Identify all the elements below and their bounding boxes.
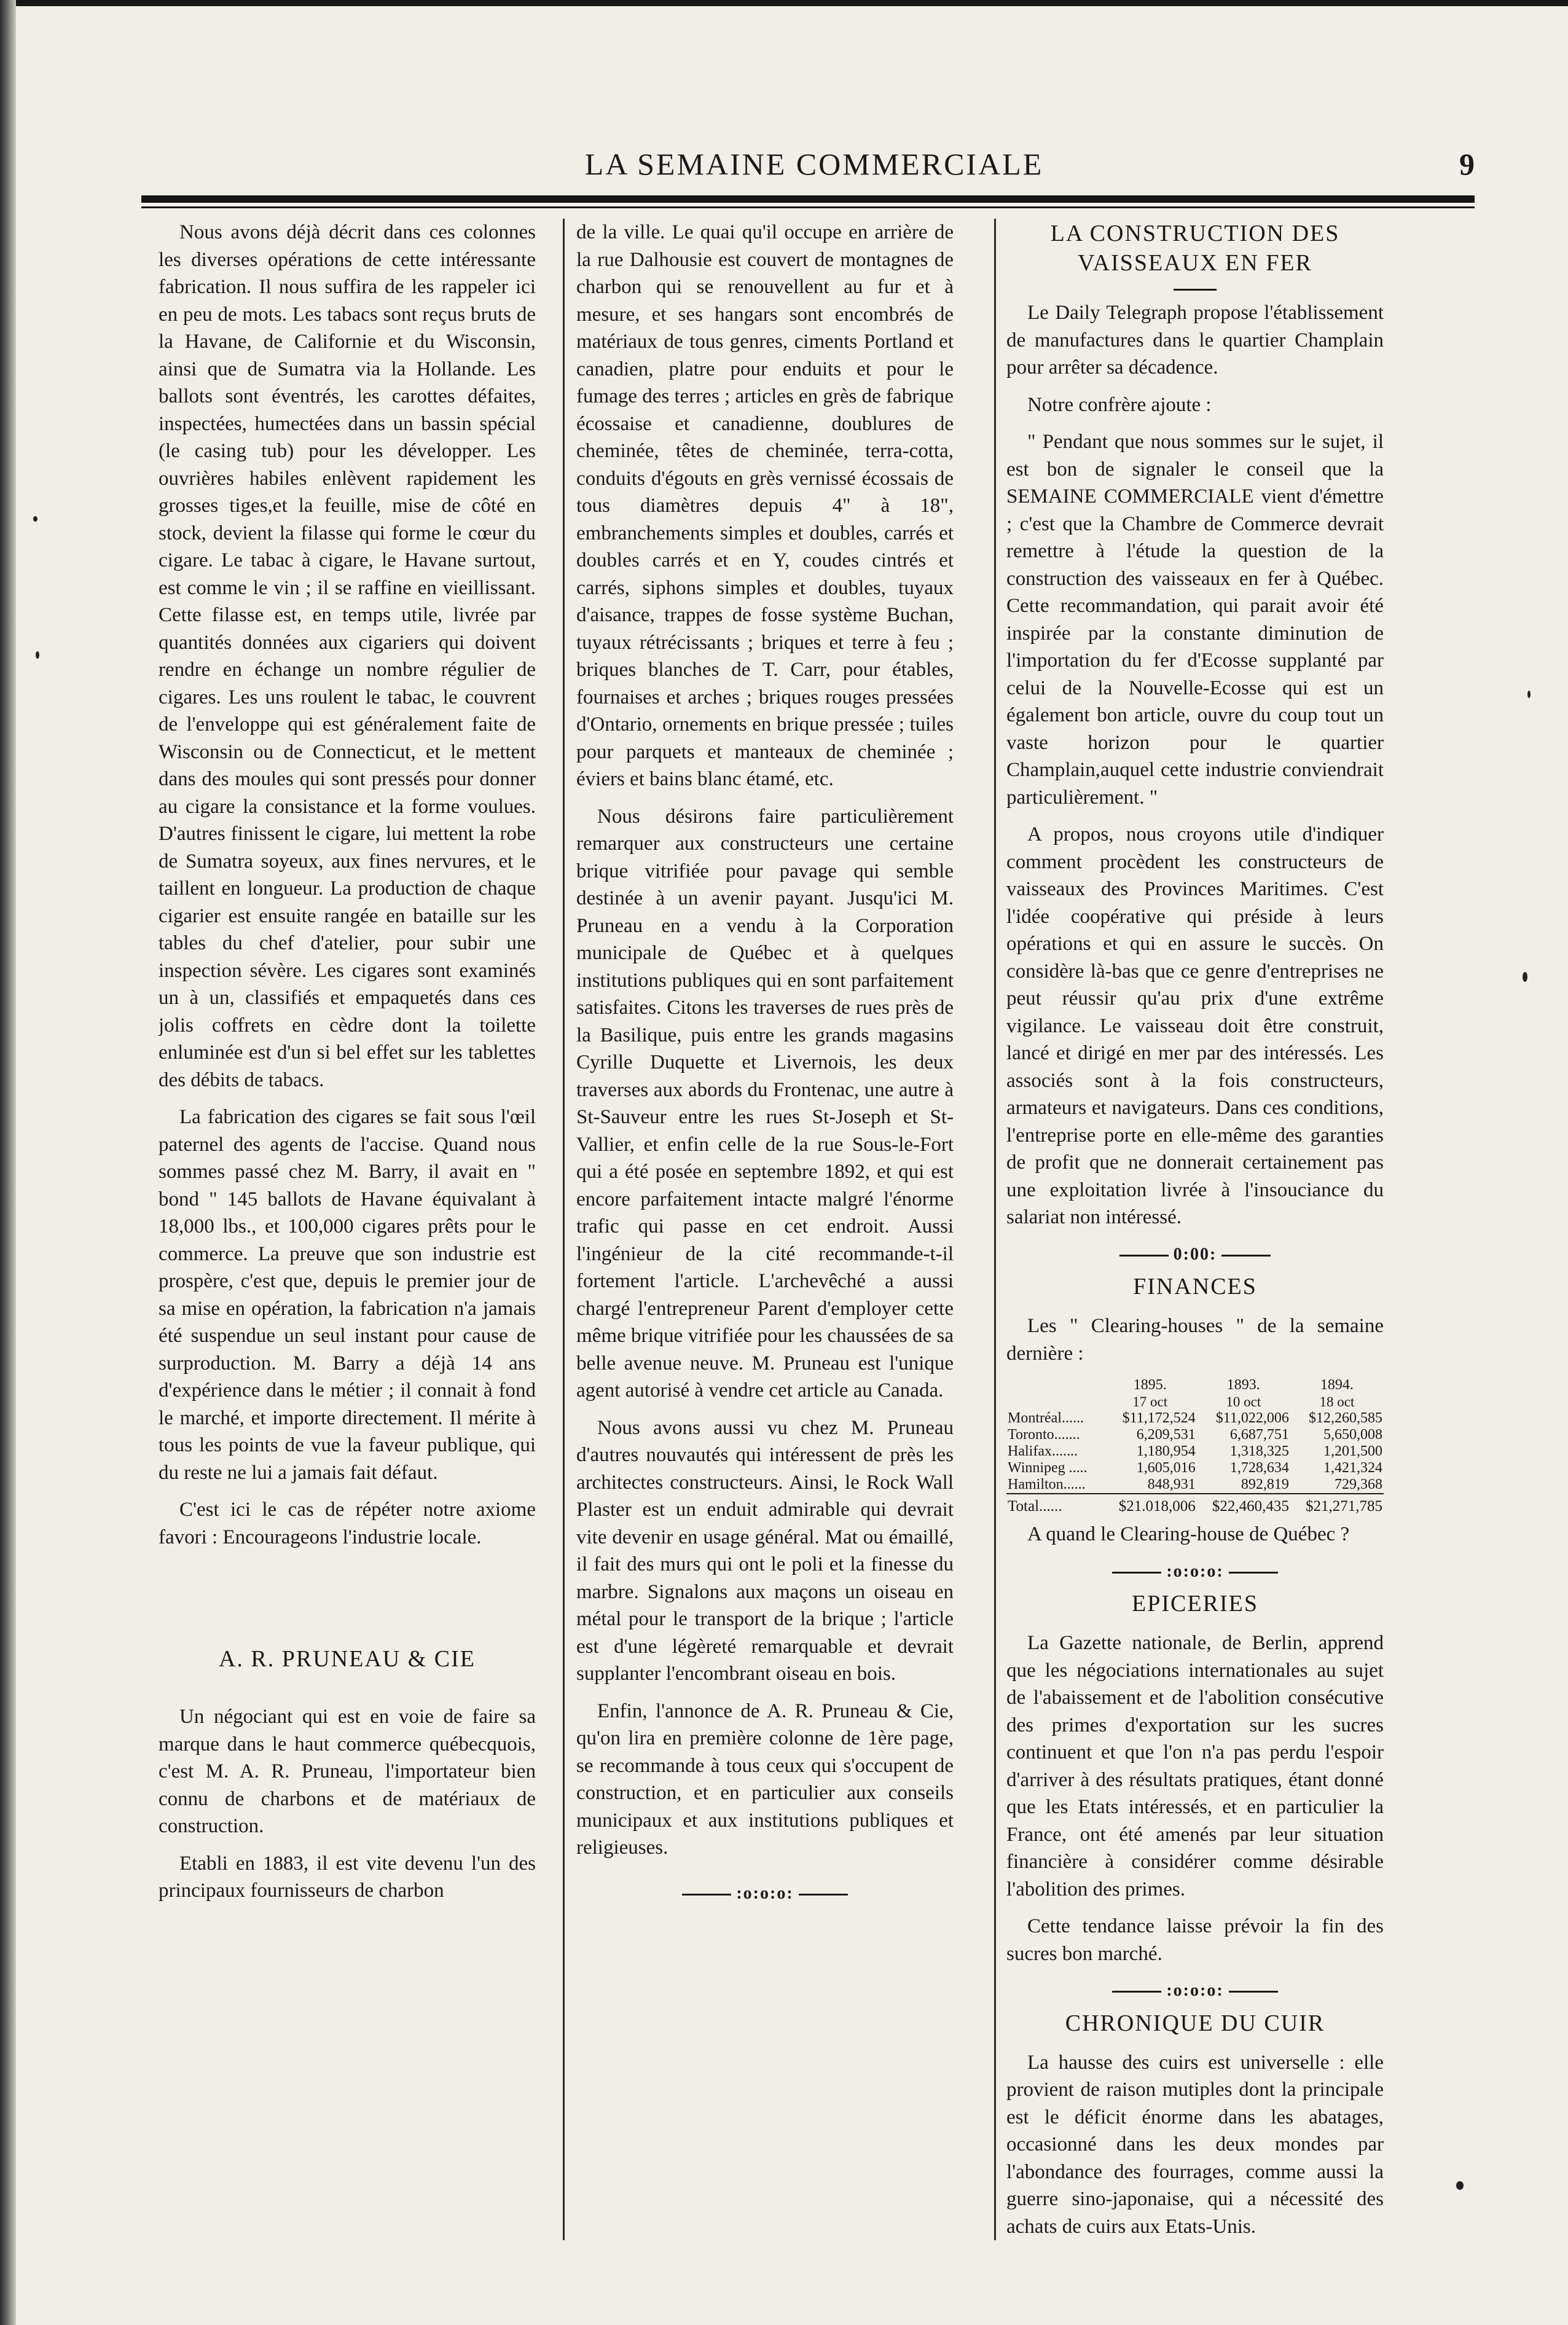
separator-2	[1006, 1558, 1384, 1586]
table-cell: 1,318,325	[1229, 1443, 1289, 1459]
year-1: 1895.	[1133, 1377, 1167, 1393]
column-rule-1	[563, 219, 565, 2240]
table-cell: 848,931	[1147, 1476, 1196, 1492]
table-cell: 6,209,531	[1136, 1427, 1196, 1443]
table-row	[1006, 1427, 1384, 1443]
city-name: Toronto.......	[1008, 1427, 1080, 1443]
table-cell: 729,368	[1335, 1476, 1382, 1492]
construction-title-rule	[1174, 289, 1217, 291]
construction-paragraph-1: Le Daily Telegraph propose l'établissement de manufactures dans le quartier Champlain pour arrêter sa décadence.	[1006, 302, 1384, 378]
col2-paragraph-1: de la ville. Le quai qu'il occupe en arrière de la rue Dalhousie est couvert de montagnes de charbon qui se renouvellent au fur et à mesure, et ses hangars sont encombrés de matériaux de tous genres, ciments Portland et canadien, platre pour enduits et pour le fumage des terres ; articles en grès de fabrique écossaise et canadienne, doublures de cheminée, têtes de cheminée, terra-cotta, conduits d'égouts en grès vernissé écossais de tous diamètres depuis 4" à 18", embranchements simples et doubles, carrés et doubles carrés et en Y, coudes cintrés et carrés, siphons simples et doubles, tuyaux d'aisance, trappes de fosse système Buchan, tuyaux rétrécissants ; briques et terre à feu ; briques blanches de T. Carr, pour étables, fournaises et arches ; briques rouges pressées d'Ontario, ornements en brique pressée ; tuiles pour parquets et manteaux de cheminée ; éviers et bains blanc étamé, etc.	[576, 221, 954, 790]
table-row	[1006, 1476, 1384, 1494]
col1-paragraph-3: C'est ici le cas de répéter notre axiome favori : Encourageons l'industrie locale.	[159, 1499, 536, 1548]
city-name: Winnipeg .....	[1008, 1460, 1088, 1476]
scan-top-edge	[0, 0, 1568, 6]
city-name: Halifax.......	[1008, 1443, 1078, 1459]
epiceries-title: EPICERIES	[1132, 1591, 1258, 1617]
epiceries-paragraph-1: La Gazette nationale, de Berlin, apprend que les négociations internationales au sujet de l'abaissement et de l'abolition consécutive des primes d'exportation sur les sucres continuent et que l'on n'a pas perdu l'espoir d'arriver à des résultats pratiques, étant donné que les Etats intéressés, et en particulier la France, ont été amenés par leur situation financière à considérer comme désirable l'abolition des primes.	[1006, 1632, 1384, 1900]
table-total-row	[1006, 1494, 1384, 1515]
col1-paragraph-2: La fabrication des cigares se fait sous l'œil paternel des agents de l'accise. Quand nous sommes passé chez M. Barry, il avait en " bond " 145 ballots de Havane équivalant à 18,000 lbs., et 100,000 cigares prêts pour le commerce. La preuve que son industrie est prospère, c'est que, depuis le premier jour de sa mise en opération, la fabrication n'a jamais été suspendue un seul instant pour cause de surproduction. M. Barry a déjà 14 ans d'expérience dans le métier ; il connait à fond le marché, et importe directement. Il mérite à tous les points de vue la faveur publique, qui du reste ne lui a jamais fait défaut.	[159, 1106, 536, 1484]
scan-speck	[1456, 2181, 1464, 2190]
scan-speck	[1523, 972, 1527, 982]
column-rule-2	[994, 219, 996, 2240]
page-number: 9	[1459, 147, 1475, 181]
col2-paragraph-3: Nous avons aussi vu chez M. Pruneau d'autres nouvautés qui intéressent de près les architectes constructeurs. Ainsi, le Rock Wall Plaster est un enduit admirable qui devrait vite devenir en usage général. Mat ou émaillé, il fait des murs qui ont le poli et la finesse du marbre. Signalons aux maçons un oiseau en métal pour le transport de la brique ; l'article est d'une légèreté remarquable et devrait supplanter l'encombrant oiseau en bois.	[576, 1416, 954, 1685]
table-cell: 1,180,954	[1136, 1443, 1196, 1459]
col2-paragraph-4: Enfin, l'annonce de A. R. Pruneau & Cie, qu'on lira en première colonne de 1ère page, se recommande à tous ceux qui s'occupent de construction, et en particulier aux conseils municipaux et aux institutions publiques et religieuses.	[576, 1700, 954, 1859]
finances-intro: Les " Clearing-houses " de la semaine dernière :	[1006, 1315, 1384, 1365]
scan-speck	[33, 516, 37, 522]
total-cell: $21.018,006	[1103, 1494, 1197, 1515]
col2-end-separator	[576, 1880, 954, 1908]
clearing-house-table	[1006, 1377, 1384, 1515]
scan-speck	[1527, 691, 1531, 698]
pruneau-paragraph-1: Un négociant qui est en voie de faire sa marque dans le haut commerce québecquois, c'est M. A. R. Pruneau, l'importateur bien connu de charbons et de matériaux de construction.	[159, 1706, 536, 1837]
cuir-title: CHRONIQUE DU CUIR	[1065, 2010, 1325, 2036]
separator-3-text: :o:o:o:	[1166, 1981, 1224, 2000]
city-name: Hamilton......	[1008, 1476, 1086, 1492]
finances-question: A quand le Clearing-house de Québec ?	[1027, 1523, 1350, 1545]
column-1	[159, 219, 536, 2240]
table-cell: $11,172,524	[1122, 1410, 1196, 1426]
col1-paragraph-1: Nous avons déjà décrit dans ces colonnes les diverses opérations de cette intéressante fabrication. Il nous suffira de les rappeler ici en peu de mots. Les tabacs sont reçus bruts de la Havane, de Californie et du Wisconsin, ainsi que de Sumatra via la Hollande. Les ballots sont éventrés, les carottes défaites, inspectées, humectées dans un bassin spécial (le casing tub) pour les développer. Les ouvrières habiles enlèvent rapidement les grosses tiges,et la feuille, mise de côté en stock, devient la filasse qui forme le cœur du cigare. Le tabac à cigare, le Havane surtout, est comme le vin ; il se raffine en vieillissant. Cette filasse est, en temps utile, livrée par quantités données aux cigariers qui doivent rendre en échange un nombre régulier de cigares. Les uns roulent le tabac, le couvrent de l'enveloppe qui est généralement faite de Wisconsin ou de Connecticut, et le mettent dans des moules qui sont pressés pour donner au cigare la consistance et la forme voulues. D'autres finissent le cigare, lui mettent la robe de Sumatra soyeux, aux fines nervures, et le taillent en longueur. La production de chaque cigarier est ensuite rangée en bataille sur les tables du chef d'atelier, pour subir une inspection sévère. Les cigares sont examinés un à un, classifiés et empaquetés dans ces jolis coffrets en cèdre dont la toilette enluminée est d'un si bel effet sur les tablettes des débits de tabacs.	[159, 221, 536, 1091]
total-cell: $22,460,435	[1197, 1494, 1290, 1515]
table-cell: $11,022,006	[1215, 1410, 1289, 1426]
table-cell: 1,605,016	[1136, 1460, 1196, 1476]
cuir-paragraph-1: La hausse des cuirs est universelle : elle provient de raison mutiples dont la principale est le déficit énorme dans les abatages, occasionné dans les deux mondes par l'abondance des fourrages, comme aussi la guerre sino-japonaise, qui a nécessité des achats de cuirs aux Etats-Unis.	[1006, 2051, 1384, 2238]
separator-2-text: :o:o:o:	[1166, 1561, 1224, 1581]
table-cell: 892,819	[1241, 1476, 1289, 1492]
table-row	[1006, 1443, 1384, 1460]
table-row	[1006, 1460, 1384, 1476]
table-cell: 6,687,751	[1229, 1427, 1289, 1443]
separator-1-text: 0:00:	[1173, 1244, 1217, 1264]
column-3	[1006, 219, 1384, 2240]
year-2: 1893.	[1226, 1377, 1260, 1393]
city-name: Montréal......	[1008, 1410, 1084, 1426]
total-cell: $21,271,785	[1290, 1494, 1384, 1515]
year-3: 1894.	[1320, 1377, 1354, 1393]
construction-paragraph-4: A propos, nous croyons utile d'indiquer comment procèdent les constructeurs de vaisseaux des Provinces Maritimes. C'est l'idée coopérative qui préside à leurs opérations et qui en assure le succès. On considère là-bas que ce genre d'entreprises ne peut réussir qu'au prix d'une extrême vigilance. Le vaisseau doit être construit, lancé et dirigé en mer par des intéressés. Les associés sont à la fois constructeurs, armateurs et navigateurs. Dans ces conditions, l'entreprise porte en elle-même des garanties de profit que ne donnerait certainement pas une exploitation livrée à l'insouciance du salariat non intéressé.	[1006, 823, 1384, 1228]
construction-paragraph-3: " Pendant que nous sommes sur le sujet, il est bon de signaler le conseil que la SEMAINE COMMERCIALE vient d'émettre ; c'est que la Chambre de Commerce devrait remettre à l'étude la question de la construction des vaisseaux en fer à Québec. Cette recommandation, qui parait avoir été inspirée par la constante diminution de l'importation du fer d'Ecosse supplanté par celui de la Nouvelle-Ecosse qui est un également bon article, ouvre du coup tout un vaste horizon pour le quartier Champlain,auquel cette industrie conviendrait particulièrement. "	[1006, 431, 1384, 809]
header-thick-rule	[141, 195, 1475, 203]
date-3: 18 oct	[1319, 1394, 1355, 1410]
column-2	[576, 219, 954, 2240]
pruneau-paragraph-2: Etabli en 1883, il est vite devenu l'un des principaux fournisseurs de charbon	[159, 1852, 536, 1902]
date-1: 17 oct	[1132, 1394, 1168, 1410]
table-cell: 1,728,634	[1229, 1460, 1289, 1476]
header-thin-rule	[141, 206, 1475, 208]
total-label: Total......	[1006, 1494, 1103, 1515]
date-2: 10 oct	[1226, 1394, 1261, 1410]
table-cell: 1,201,500	[1323, 1443, 1382, 1459]
separator-3	[1006, 1977, 1384, 2005]
finances-title: FINANCES	[1133, 1274, 1257, 1300]
scan-speck	[36, 651, 39, 659]
table-row	[1006, 1410, 1384, 1427]
page-header	[154, 146, 1475, 189]
scan-left-edge	[0, 0, 16, 2325]
table-cell: $12,260,585	[1309, 1410, 1382, 1426]
col2-end-separator-text: :o:o:o:	[736, 1883, 794, 1903]
pruneau-section-title: A. R. PRUNEAU & CIE	[218, 1646, 476, 1672]
construction-paragraph-2: Notre confrère ajoute :	[1027, 393, 1212, 416]
table-cell: 1,421,324	[1323, 1460, 1382, 1476]
table-cell: 5,650,008	[1323, 1427, 1382, 1443]
newspaper-title: LA SEMAINE COMMERCIALE	[584, 147, 1044, 181]
epiceries-paragraph-2: Cette tendance laisse prévoir la fin des sucres bon marché.	[1006, 1915, 1384, 1965]
col2-paragraph-2: Nous désirons faire particulièrement remarquer aux constructeurs une certaine brique vitrifiée pour pavage qui semble destinée à un avenir payant. Jusqu'ici M. Pruneau en a vendu à la Corporation municipale de Québec et à quelques institutions publiques qui en sont parfaitement satisfaites. Citons les traverses de rues près de la Basilique, puis entre les grands magasins Cyrille Duquette et Livernois, les deux traverses aux abords du Frontenac, une autre à St-Sauveur entre les rues St-Joseph et St-Vallier, et enfin celle de la rue Sous-le-Fort qui a été posée en septembre 1892, et qui est encore parfaitement intacte malgré l'énorme trafic qui passe en cet endroit. Aussi l'ingénieur de la cité recommande-t-il fortement l'article. L'archevêché a aussi chargé l'entrepreneur Parent d'employer cette même brique vitrifiée pour les chaussées de sa belle avenue neuve. M. Pruneau est l'unique agent autorisé à vendre cet article au Canada.	[576, 805, 954, 1402]
construction-title: LA CONSTRUCTION DES VAISSEAUX EN FER	[1050, 221, 1340, 276]
separator-1	[1006, 1241, 1384, 1269]
